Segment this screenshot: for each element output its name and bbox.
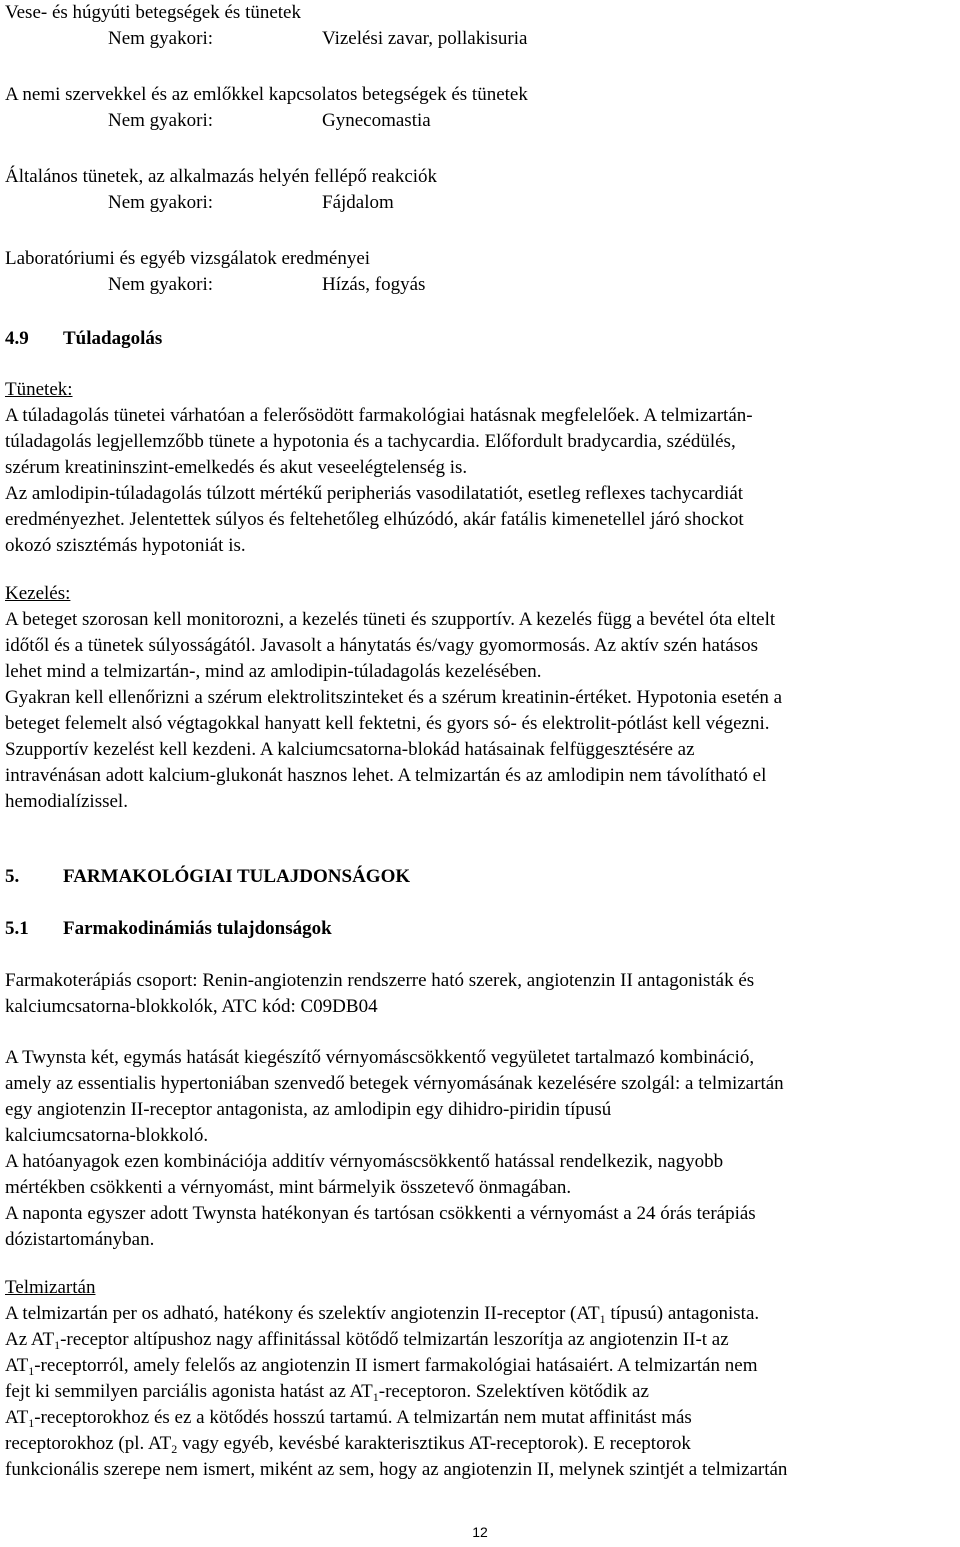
section-title: Túladagolás: [63, 328, 163, 349]
paragraph-line: kalciumcsatorna-blokkolók, ATC kód: C09DB04: [5, 996, 378, 1017]
section-number: 5.: [5, 866, 20, 887]
paragraph-line: A túladagolás tünetei várhatóan a felerősödött farmakológiai hatásnak megfelelőek. A telmizartán-: [5, 405, 753, 426]
paragraph-line: eredményezhet. Jelentettek súlyos és feltehetőleg elhúzódó, akár fatális kimenetellel járó shockot: [5, 509, 744, 530]
side-effect-category: Laboratóriumi és egyéb vizsgálatok eredményei: [5, 248, 371, 269]
frequency-label: Nem gyakori:: [108, 274, 214, 295]
section-heading-4-9: [5, 326, 162, 352]
paragraph-line: [5, 1301, 787, 1327]
paragraph-line: funkcionális szerepe nem ismert, miként az sem, hogy az angiotenzin II, melynek szintjét a telmizartán: [5, 1459, 788, 1480]
page-number: 12: [472, 1524, 488, 1540]
paragraph-line: mértékben csökkenti a vérnyomást, mint bármelyik összetevő önmagában.: [5, 1177, 572, 1198]
text-run: vagy egyéb, kevésbé karakterisztikus AT-receptorok). E receptorok: [177, 1433, 691, 1454]
text-run: -receptor altípushoz nagy affinitással kötődő telmizartán leszorítja az angiotenzin II-t az: [60, 1329, 729, 1350]
frequency-label: Nem gyakori:: [108, 110, 214, 131]
intro-paragraphs: [5, 1045, 784, 1253]
section-number: 4.9: [5, 328, 29, 349]
side-effect-group: [5, 0, 527, 52]
text-run: A telmizartán per os adható, hatékony és szelektív angiotenzin II-receptor (AT: [5, 1303, 600, 1324]
paragraph-line: kalciumcsatorna-blokkoló.: [5, 1125, 209, 1146]
subscript: 2: [171, 1442, 178, 1456]
section-number: 5.1: [5, 918, 29, 939]
side-effect-text: Hízás, fogyás: [322, 274, 426, 295]
side-effect-category: Általános tünetek, az alkalmazás helyén fellépő reakciók: [5, 166, 438, 187]
paragraph-line: Szupportív kezelést kell kezdeni. A kalciumcsatorna-blokád hatásainak felfüggesztésére az: [5, 739, 695, 760]
section-title: FARMAKOLÓGIAI TULAJDONSÁGOK: [63, 866, 411, 887]
paragraph-line: [5, 1405, 787, 1431]
paragraph-line: intravénásan adott kalcium-glukonát hasznos lehet. A telmizartán és az amlodipin nem távolítható el: [5, 765, 767, 786]
text-run: receptorokhoz (pl. AT: [5, 1433, 172, 1454]
text-run: típusú) antagonista.: [605, 1303, 760, 1324]
section-title: Farmakodinámiás tulajdonságok: [63, 918, 332, 939]
paragraph-line: dózistartományban.: [5, 1229, 155, 1250]
pharmacotherapeutic-group: [5, 968, 754, 1020]
text-run: AT: [5, 1407, 29, 1428]
subscript: 1: [54, 1338, 61, 1352]
paragraph-line: Gyakran kell ellenőrizni a szérum elektrolitszinteket és a szérum kreatinin-értéket. Hypotonia esetén a: [5, 687, 783, 708]
text-run: Az AT: [5, 1329, 55, 1350]
text-run: AT: [5, 1355, 29, 1376]
side-effect-row: [5, 108, 528, 134]
paragraph-line: egy angiotenzin II-receptor antagonista, az amlodipin egy dihidro-piridin típusú: [5, 1099, 612, 1120]
paragraph-line: időtől és a tünetek súlyosságától. Javasolt a hánytatás és/vagy gyomormosás. Az aktív szén hatásos: [5, 635, 758, 656]
side-effect-group: [5, 82, 528, 134]
frequency-label: Nem gyakori:: [108, 192, 214, 213]
side-effect-group: [5, 164, 437, 216]
telmizartan-label: Telmizartán: [5, 1277, 96, 1298]
paragraph-line: Farmakoterápiás csoport: Renin-angiotenzin rendszerre ható szerek, angiotenzin II antagonisták és: [5, 970, 755, 991]
symptoms-label: Tünetek:: [5, 379, 73, 400]
paragraph-line: túladagolás legjellemzőbb tünete a hypotonia és a tachycardia. Előfordult bradycardia, szédülés,: [5, 431, 736, 452]
paragraph-line: [5, 1379, 787, 1405]
paragraph-line: [5, 1431, 787, 1457]
paragraph-line: A naponta egyszer adott Twynsta hatékonyan és tartósan csökkenti a vérnyomást a 24 órás terápiás: [5, 1203, 756, 1224]
paragraph-line: amely az essentialis hypertoniában szenvedő betegek vérnyomásának kezelésére szolgál: a telmizartán: [5, 1073, 784, 1094]
paragraph-line: A Twynsta két, egymás hatását kiegészítő vérnyomáscsökkentő vegyületet tartalmazó kombináció,: [5, 1047, 755, 1068]
subscript: 1: [28, 1416, 35, 1430]
text-run: -receptorokhoz és ez a kötődés hosszú tartamú. A telmizartán nem mutat affinitást más: [34, 1407, 692, 1428]
frequency-label: Nem gyakori:: [108, 28, 214, 49]
section-heading-5: [5, 864, 410, 890]
paragraph-line: Az amlodipin-túladagolás túlzott mértékű peripheriás vasodilatatiót, esetleg reflexes tachycardiát: [5, 483, 744, 504]
side-effect-category: Vese- és húgyúti betegségek és tünetek: [5, 2, 301, 23]
side-effect-text: Fájdalom: [322, 192, 394, 213]
text-run: -receptoron. Szelektíven kötődik az: [378, 1381, 649, 1402]
section-heading-5-1: [5, 916, 332, 942]
side-effect-text: Gynecomastia: [322, 110, 431, 131]
text-run: -receptorról, amely felelős az angiotenzin II ismert farmakológiai hatásaiért. A telmizartán nem: [34, 1355, 758, 1376]
paragraph-line: lehet mind a telmizartán-, mind az amlodipin-túladagolás kezelésében.: [5, 661, 542, 682]
treatment-block: [5, 581, 782, 815]
side-effect-row: [5, 272, 425, 298]
symptoms-block: [5, 377, 753, 559]
telmizartan-block: [5, 1275, 787, 1483]
text-run: fejt ki semmilyen parciális agonista hatást az AT: [5, 1381, 373, 1402]
paragraph-line: [5, 1327, 787, 1353]
side-effect-group: [5, 246, 425, 298]
paragraph-line: A beteget szorosan kell monitorozni, a kezelés tüneti és szupportív. A kezelés függ a bevétel óta eltelt: [5, 609, 776, 630]
subscript: 1: [28, 1364, 35, 1378]
side-effect-category: A nemi szervekkel és az emlőkkel kapcsolatos betegségek és tünetek: [5, 84, 528, 105]
side-effect-row: [5, 26, 527, 52]
paragraph-line: beteget felemelt alsó végtagokkal hanyatt kell fektetni, és gyors só- és elektrolit-pótlást kell végezni.: [5, 713, 770, 734]
paragraph-line: okozó szisztémás hypotoniát is.: [5, 535, 246, 556]
subscript: 1: [372, 1390, 379, 1404]
side-effect-text: Vizelési zavar, pollakisuria: [322, 28, 528, 49]
paragraph-line: szérum kreatininszint-emelkedés és akut veseelégtelenség is.: [5, 457, 468, 478]
subscript: 1: [599, 1312, 606, 1326]
paragraph-line: hemodialízissel.: [5, 791, 128, 812]
side-effect-row: [5, 190, 437, 216]
treatment-label: Kezelés:: [5, 583, 71, 604]
paragraph-line: A hatóanyagok ezen kombinációja additív vérnyomáscsökkentő hatással rendelkezik, nagyobb: [5, 1151, 724, 1172]
paragraph-line: [5, 1353, 787, 1379]
